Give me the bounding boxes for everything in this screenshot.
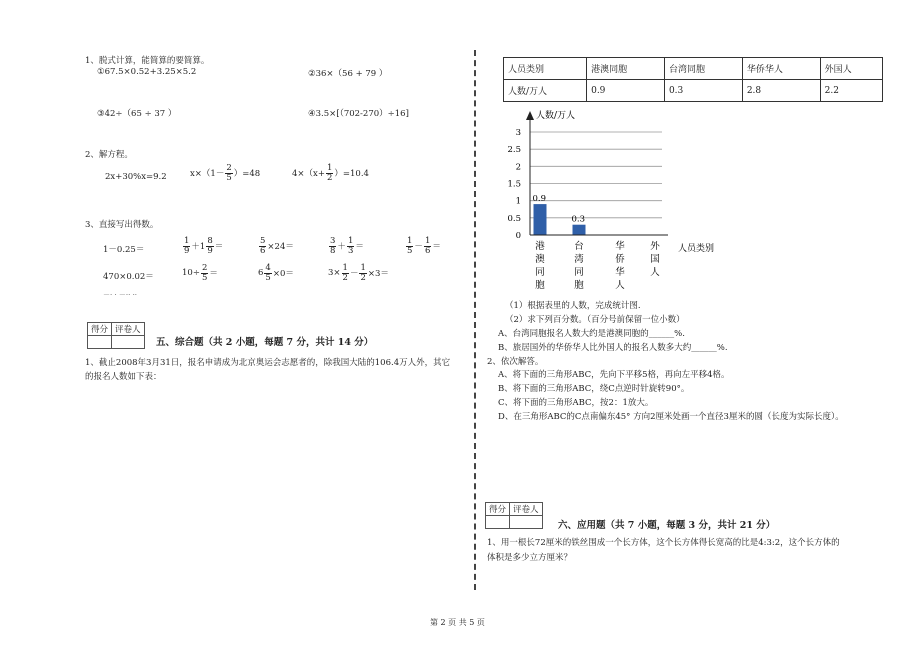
x-category-label: 国 bbox=[650, 254, 660, 265]
x-category-label: 港 bbox=[535, 241, 545, 252]
table-header-cell: 人员类别 bbox=[504, 58, 587, 80]
sub-question-1: （1）根据表里的人数，完成统计图. bbox=[505, 301, 641, 311]
bar bbox=[534, 204, 547, 235]
bar bbox=[573, 225, 586, 235]
y-axis-arrow-icon bbox=[526, 111, 534, 120]
page-number: 第 2 页 共 5 页 bbox=[430, 618, 485, 627]
q2-right-b: B、将下面的三角形ABC，绕C点逆时针旋转90°。 bbox=[498, 384, 690, 394]
table-cell: 人数/万人 bbox=[504, 80, 587, 102]
y-tick-label: 2.5 bbox=[507, 145, 521, 156]
bar-data-label: 0.9 bbox=[532, 194, 547, 205]
chart-bars bbox=[533, 194, 586, 235]
grader-label: 评卷人 bbox=[510, 503, 543, 516]
table-cell: 0.3 bbox=[664, 80, 742, 102]
y-tick-label: 3 bbox=[515, 128, 521, 138]
q1-item-4: ④3.5×[（702-270）÷16] bbox=[308, 109, 409, 119]
q3-r2c1: 470×0.02＝ bbox=[103, 272, 154, 282]
sub-question-2: （2）求下列百分数。（百分号前保留一位小数） bbox=[505, 315, 685, 325]
x-category-label: 澳 bbox=[535, 254, 545, 265]
table-header-cell: 港澳同胞 bbox=[587, 58, 665, 80]
sub-question-a: A、台湾同胞报名人数大约是港澳同胞的______%. bbox=[498, 329, 685, 339]
x-category-label: 人 bbox=[615, 280, 625, 291]
q2-right-c: C、将下面的三角形ABC，按2：1放大。 bbox=[498, 398, 654, 408]
section6-q1-line2: 体积是多少立方厘米？ bbox=[487, 553, 573, 563]
score-label: 得分 bbox=[486, 503, 510, 516]
table-header-cell: 华侨华人 bbox=[742, 58, 820, 80]
y-tick-label: 1.5 bbox=[507, 179, 521, 190]
x-category-label: 侨 bbox=[615, 254, 625, 265]
x-category-label: 台 bbox=[574, 241, 584, 252]
sub-question-b: B、旅居国外的华侨华人比外国人的报名人数多大约______%. bbox=[498, 343, 728, 353]
q3-r2c4: 3× $\frac{1}{2}$ － $\frac{1}{2}$ ×3＝ bbox=[328, 263, 389, 283]
section6-q1-line1: 1、用一根长72厘米的铁丝围成一个长方体，这个长方体得长宽高的比是4:3:2，这个长方体的 bbox=[487, 538, 840, 548]
q3-r2c3: 6 $\frac{4}{5}$ ×0＝ bbox=[258, 263, 294, 283]
section6-title: 六、应用题（共 7 小题，每题 3 分，共计 21 分） bbox=[558, 520, 776, 531]
q3-r1c3: $\frac{5}{6}$ ×24＝ bbox=[260, 236, 294, 256]
table-header-cell: 台湾同胞 bbox=[664, 58, 742, 80]
score-box-right bbox=[485, 502, 543, 529]
table-header-cell: 外国人 bbox=[820, 58, 882, 80]
q1-item-2: ②36×（56 + 79 ） bbox=[308, 69, 388, 79]
section5-q1-line2: 的报名人数如下表： bbox=[85, 372, 162, 382]
x-category-label: 胞 bbox=[574, 280, 584, 291]
grader-cell[interactable] bbox=[112, 336, 145, 349]
q1-item-3: ③42÷（65 ÷ 37 ） bbox=[97, 109, 177, 119]
x-category-label: 同 bbox=[535, 267, 545, 278]
q3-r1c5: $\frac{1}{5}$ － $\frac{1}{6}$ ＝ bbox=[407, 236, 441, 256]
x-category-label: 同 bbox=[574, 267, 584, 278]
table-cell: 2.8 bbox=[742, 80, 820, 102]
x-category-label: 华 bbox=[615, 241, 625, 252]
grader-label: 评卷人 bbox=[112, 323, 145, 336]
q2-eq-2: x×（1－ $\frac{2}{5}$ ）=48 bbox=[190, 163, 261, 183]
x-category-label: 湾 bbox=[574, 254, 584, 265]
table-cell: 2.2 bbox=[820, 80, 882, 102]
q2-right-a: A、将下面的三角形ABC，先向下平移5格，再向左平移4格。 bbox=[498, 370, 730, 380]
q3-r1c1: 1－0.25＝ bbox=[103, 245, 145, 255]
y-tick-label: 2 bbox=[515, 162, 521, 173]
bar-chart bbox=[500, 108, 750, 293]
volunteer-table bbox=[503, 57, 883, 102]
table-cell: 0.9 bbox=[587, 80, 665, 102]
y-tick-label: 0.5 bbox=[507, 213, 521, 224]
q3-r1c2: $\frac{1}{9}$ ＋1 $\frac{8}{9}$ ＝ bbox=[184, 236, 224, 256]
table-row bbox=[504, 80, 883, 102]
grader-cell[interactable] bbox=[510, 516, 543, 529]
q3-cut-off-text: －· · －·· ·· bbox=[103, 291, 138, 299]
q2-right-title: 2、依次解答。 bbox=[487, 357, 544, 367]
chart-ylabel: 人数/万人 bbox=[536, 111, 576, 121]
chart-y-ticks bbox=[507, 128, 521, 241]
q1-item-1: ①67.5×0.52+3.25×5.2 bbox=[97, 67, 197, 77]
q3-r1c4: $\frac{3}{8}$ ＋ $\frac{1}{3}$ ＝ bbox=[330, 236, 364, 256]
q2-title: 2、解方程。 bbox=[85, 150, 133, 160]
x-category-label: 胞 bbox=[535, 280, 545, 291]
x-category-label: 外 bbox=[650, 241, 660, 252]
score-label: 得分 bbox=[88, 323, 112, 336]
x-category-label: 华 bbox=[615, 267, 625, 278]
q3-title: 3、直接写出得数。 bbox=[85, 220, 159, 230]
score-cell[interactable] bbox=[88, 336, 112, 349]
chart-xlabel: 人员类别 bbox=[678, 244, 715, 254]
section5-q1-line1: 1、截止2008年3月31日，报名申请成为北京奥运会志愿者的，除我国大陆的106.4万人外，其它 bbox=[85, 358, 451, 368]
bar-data-label: 0.3 bbox=[571, 214, 586, 225]
section5-title: 五、综合题（共 2 小题，每题 7 分，共计 14 分） bbox=[156, 337, 374, 348]
x-category-label: 人 bbox=[650, 267, 660, 278]
score-cell[interactable] bbox=[486, 516, 510, 529]
q2-right-d: D、在三角形ABC的C点南偏东45° 方向2厘米处画一个直径3厘米的圆（长度为实际长度）。 bbox=[498, 412, 844, 422]
q3-r2c2: 10÷ $\frac{2}{5}$ ＝ bbox=[182, 263, 218, 283]
chart-grid bbox=[530, 132, 662, 218]
score-box-left bbox=[87, 322, 145, 349]
column-divider bbox=[474, 50, 476, 590]
q2-eq-3: 4×（x+ $\frac{1}{2}$ ）=10.4 bbox=[292, 163, 369, 183]
q1-title: 1、脱式计算，能简算的要简算。 bbox=[85, 56, 210, 66]
y-tick-label: 1 bbox=[515, 196, 521, 207]
q2-eq-1: 2x+30%x=9.2 bbox=[105, 172, 167, 182]
chart-x-categories bbox=[535, 240, 660, 291]
y-tick-label: 0 bbox=[515, 231, 521, 241]
table-header-row bbox=[504, 58, 883, 80]
